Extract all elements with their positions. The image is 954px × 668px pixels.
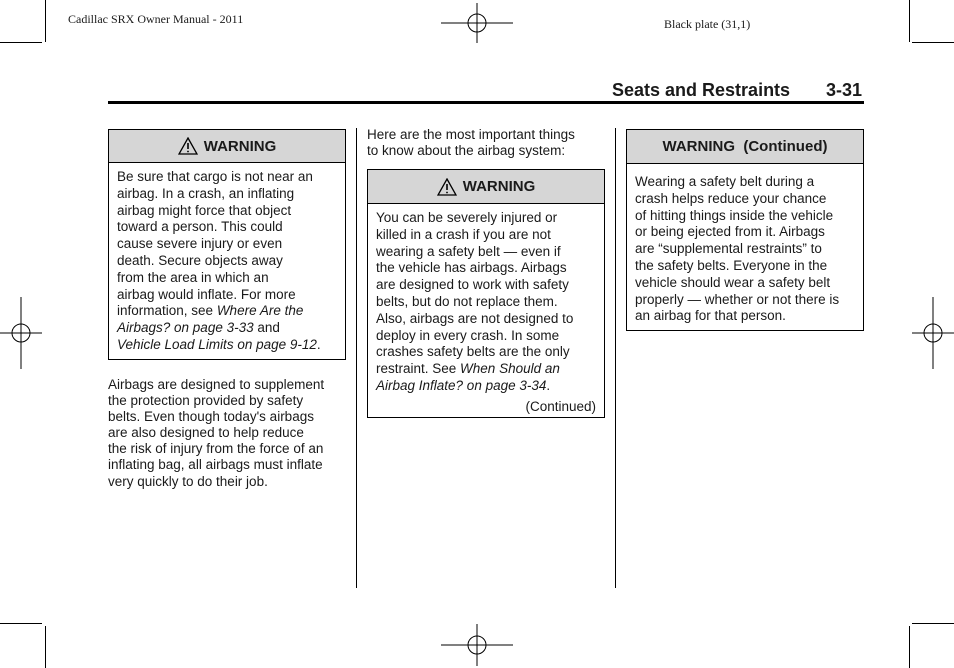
warning-line: from the area in which an	[117, 269, 269, 285]
registration-mark-top	[441, 3, 513, 43]
warning-box-safety-belt	[367, 169, 605, 418]
intro-paragraph	[367, 127, 612, 159]
warning-line: Also, airbags are not designed to	[376, 310, 574, 326]
cross-reference-link[interactable]: Airbags? on page 3-33	[117, 320, 254, 336]
crop-mark	[0, 42, 42, 43]
cross-reference-link[interactable]: Where Are the	[216, 303, 304, 319]
warning-line: an airbag for that person.	[635, 308, 786, 324]
warning-line: are “supplemental restraints” to	[635, 241, 822, 257]
paragraph-line: the protection provided by safety	[108, 393, 304, 409]
warning-line	[376, 361, 596, 378]
warning-box-continued	[626, 129, 864, 331]
text: restraint. See	[376, 361, 461, 377]
column-divider	[356, 128, 357, 588]
warning-line: the vehicle has airbags. Airbags	[376, 260, 567, 276]
warning-line	[117, 337, 337, 354]
warning-line: crash helps reduce your chance	[635, 190, 827, 206]
body-paragraph	[108, 377, 353, 490]
plate-label: Black plate (31,1)	[664, 17, 751, 31]
warning-triangle-icon	[178, 137, 198, 155]
warning-line: cause severe injury or even	[117, 236, 283, 252]
crop-mark	[912, 623, 954, 624]
warning-line: belts, but do not replace them.	[376, 293, 558, 309]
title-rule	[108, 101, 864, 104]
warning-line: properly — whether or not there is	[635, 291, 840, 307]
warning-line: Wearing a safety belt during a	[635, 174, 815, 189]
warning-heading: WARNING	[462, 178, 536, 195]
column-divider	[615, 128, 616, 588]
text: .	[546, 377, 551, 393]
crop-mark	[912, 42, 954, 43]
warning-header	[368, 170, 604, 204]
warning-text	[109, 163, 345, 354]
cross-reference-link[interactable]: When Should an	[460, 361, 560, 377]
warning-line: You can be severely injured or	[376, 210, 558, 225]
warning-line: airbag. In a crash, an inflating	[117, 185, 295, 201]
crop-mark	[45, 626, 46, 668]
text: and	[253, 320, 280, 336]
warning-heading: WARNING	[203, 137, 277, 155]
cross-reference-link[interactable]: Airbag Inflate? on page 3-34	[376, 377, 547, 393]
warning-line: wearing a safety belt — even if	[376, 243, 561, 259]
warning-line: deploy in every crash. In some	[376, 327, 560, 343]
warning-box-cargo	[108, 129, 346, 360]
paragraph-line: to know about the airbag system:	[367, 143, 566, 159]
registration-mark-right	[912, 297, 954, 369]
registration-mark-bottom	[441, 624, 513, 666]
text: information, see	[117, 303, 217, 319]
warning-text	[368, 204, 604, 416]
warning-line: vehicle should wear a safety belt	[635, 274, 831, 290]
paragraph-line: the risk of injury from the force of an	[108, 441, 324, 457]
cross-reference-link[interactable]: Vehicle Load Limits on page 9-12	[117, 336, 317, 352]
manual-title: Cadillac SRX Owner Manual - 2011	[68, 12, 244, 26]
warning-line: or being ejected from it. Airbags	[635, 224, 825, 240]
text: .	[316, 336, 321, 352]
paragraph-line: inflating bag, all airbags must inflate	[108, 457, 323, 473]
warning-header	[627, 130, 863, 164]
paragraph-line: very quickly to do their job.	[108, 473, 268, 489]
warning-line: death. Secure objects away	[117, 252, 283, 268]
warning-line: crashes safety belts are the only	[376, 344, 570, 360]
warning-text	[627, 164, 863, 325]
crop-mark	[909, 0, 910, 42]
warning-line	[376, 378, 596, 395]
section-title: Seats and Restraints	[612, 80, 791, 100]
crop-mark	[0, 623, 42, 624]
warning-header	[109, 130, 345, 163]
paragraph-line: Airbags are designed to supplement	[108, 377, 325, 392]
page-number: 3-31	[826, 80, 863, 100]
paragraph-line: are also designed to help reduce	[108, 425, 304, 441]
crop-mark	[909, 626, 910, 668]
warning-line: are designed to work with safety	[376, 277, 569, 293]
continued-label: (Continued)	[525, 398, 596, 414]
warning-line: the safety belts. Everyone in the	[635, 257, 828, 273]
warning-line: airbag might force that object	[117, 202, 292, 218]
warning-line: airbag would inflate. For more	[117, 286, 296, 302]
warning-line: of hitting things inside the vehicle	[635, 207, 834, 223]
warning-heading: WARNING (Continued)	[662, 138, 828, 155]
warning-line	[117, 320, 337, 337]
warning-line: killed in a crash if you are not	[376, 226, 551, 242]
warning-line: Be sure that cargo is not near an	[117, 169, 313, 184]
paragraph-line: belts. Even though today's airbags	[108, 409, 314, 425]
registration-mark-left	[0, 297, 42, 369]
warning-triangle-icon	[437, 178, 457, 196]
crop-mark	[45, 0, 46, 42]
warning-line	[117, 303, 337, 320]
warning-line: toward a person. This could	[117, 219, 283, 235]
paragraph-line: Here are the most important things	[367, 127, 575, 142]
